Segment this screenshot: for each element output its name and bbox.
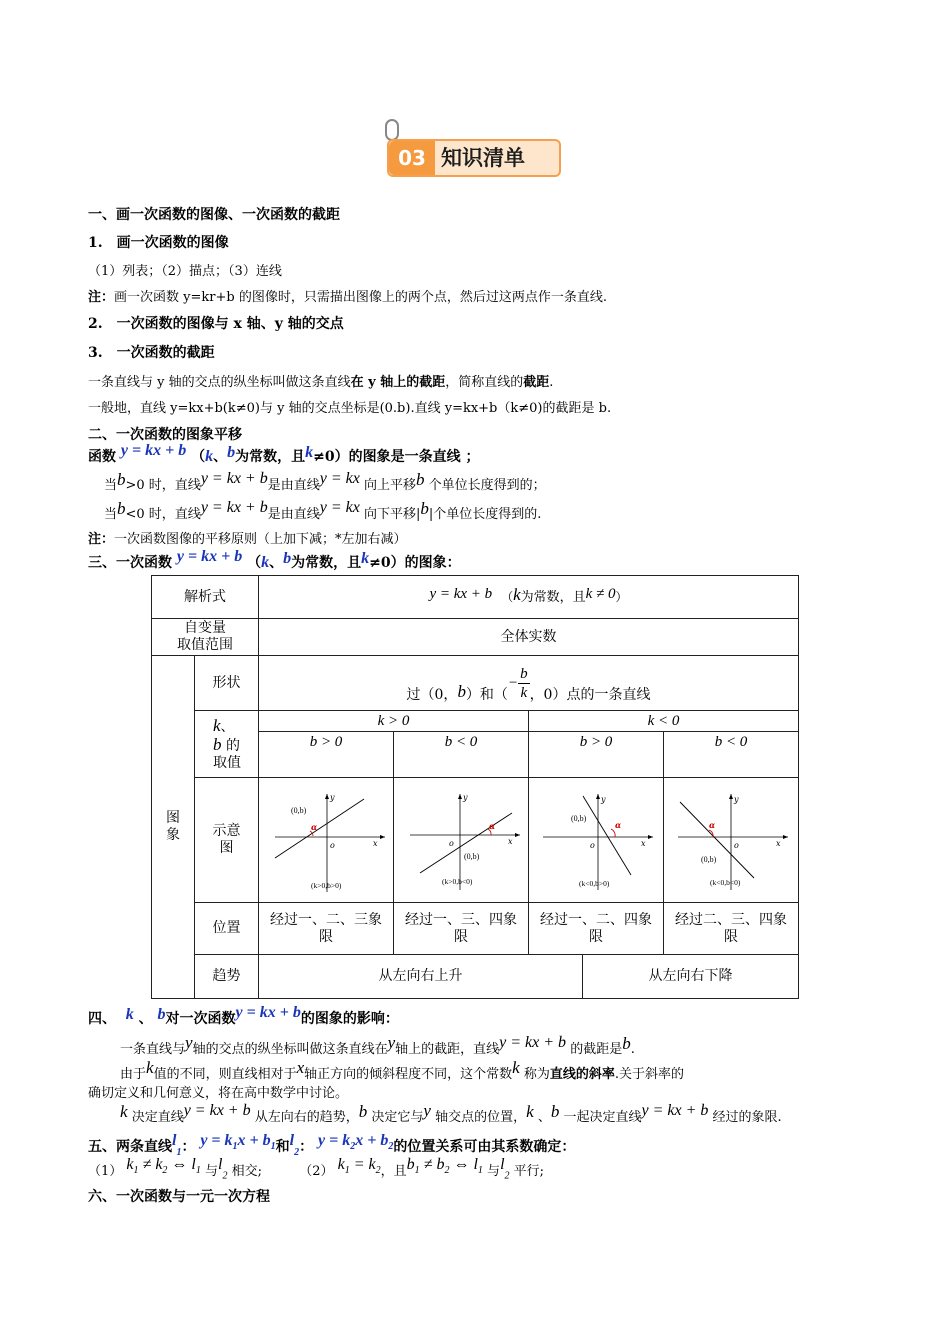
text: 图 [219, 840, 234, 856]
var-y: y [423, 1101, 431, 1120]
cell-position-2: 经过一、三、四象限 [393, 902, 529, 955]
cell-graph-4 [663, 777, 799, 903]
text: 、 [138, 1011, 153, 1027]
text: 值的不同，则直线相对于 [153, 1067, 297, 1082]
var-b: b [420, 499, 429, 518]
cell-trend-up: 从左向右上升 [258, 954, 583, 999]
text: |个单位长度得到的. [428, 507, 542, 522]
text: ）和（ [465, 686, 508, 703]
x-label: x [508, 837, 513, 846]
text: （2） [299, 1164, 334, 1179]
caption: (k<0,b<0) [710, 878, 741, 887]
text: ≠0）的图象： [369, 555, 461, 571]
s4-paragraph-3: 确切定义和几何意义，将在高中数学中讨论。 [88, 1086, 349, 1101]
subscript: 1 [414, 1165, 420, 1177]
equation: y = kx + b [176, 548, 243, 565]
text: 为常数，且 [291, 555, 362, 571]
kb-line-1 [213, 717, 235, 736]
var-b: b [457, 681, 466, 701]
equation: y = kx + b [429, 585, 493, 602]
eq-part: ≠ b [419, 1156, 445, 1173]
x-arrow-icon [380, 835, 385, 839]
condition: b > 0 [309, 734, 343, 750]
s6-heading: 六、一次函数与一元一次方程 [88, 1189, 270, 1205]
text: 为常数，且 [520, 589, 586, 605]
x-label: x [373, 839, 378, 848]
cell-k-positive [258, 710, 529, 732]
var-k: k [305, 444, 314, 461]
subscript: 2 [162, 1165, 168, 1177]
var-b: b [283, 550, 292, 567]
text: 象 [166, 827, 180, 843]
subscript: 1 [133, 1165, 139, 1177]
subscript: 1 [232, 1141, 238, 1153]
var-k: k [205, 448, 214, 465]
subscript: 1 [195, 1165, 201, 1177]
eq-part: k [126, 1156, 134, 1173]
subscript: 2 [222, 1170, 228, 1182]
y-label: y [330, 793, 335, 802]
text: 与 [205, 1164, 219, 1179]
caption: (k<0,b>0) [579, 879, 610, 888]
text: <0 时，直线 [125, 507, 201, 522]
text: 五、两条直线 [88, 1139, 172, 1155]
condition: k > 0 [377, 712, 410, 729]
text: （ [191, 449, 206, 465]
point-label: (0,b) [291, 806, 307, 815]
condition-3 [406, 1156, 483, 1177]
y-arrow-icon [729, 794, 733, 799]
text: >0 时，直线 [125, 478, 201, 493]
y-arrow-icon [325, 794, 329, 799]
text: 平行; [513, 1164, 545, 1179]
text: . [630, 1042, 635, 1057]
text: 取值范围 [177, 637, 233, 653]
condition: b < 0 [444, 734, 478, 750]
eq-part: x + b [237, 1132, 271, 1149]
origin-label: o [734, 841, 739, 850]
text: .关于斜率的 [614, 1067, 684, 1082]
cell-graph-1 [258, 777, 394, 903]
s4-paragraph-4 [120, 1101, 782, 1126]
s4-heading [88, 1004, 399, 1028]
var-k: k [513, 584, 521, 604]
fraction-body [518, 665, 530, 702]
origin-label: o [590, 841, 595, 850]
var-k: k [261, 554, 270, 571]
text: 从左向右的趋势， [254, 1110, 359, 1125]
var-b: b [117, 470, 126, 489]
subscript: 2 [350, 1141, 356, 1153]
cell-b-pos-2 [528, 731, 664, 778]
cell-formula-value [258, 575, 799, 619]
text: 是由直线 [267, 478, 320, 493]
var-b: b [117, 499, 126, 518]
text: 、 [537, 1110, 551, 1125]
s2-line-3 [104, 499, 542, 523]
banner-title: 知识清单 [441, 146, 525, 170]
subscript: 1 [176, 1146, 182, 1158]
text: ≠0）的图象是一条直线 ； [313, 449, 480, 465]
cell-image-label [151, 655, 195, 999]
cell-k-negative [528, 710, 799, 732]
point-label: (0,b) [571, 814, 587, 823]
text: 对一次函数 [165, 1011, 236, 1027]
y-label: y [463, 793, 468, 802]
x-label: x [776, 839, 781, 848]
eq-part: k [337, 1156, 345, 1173]
subscript: 2 [375, 1165, 381, 1177]
equation: y = kx + b [235, 1004, 301, 1021]
text: 一条直线与 y 轴的交点的纵坐标叫做这条直线 [88, 375, 351, 390]
s1-sub2: 2. 一次函数的图像与 x 轴、y 轴的交点 [88, 316, 344, 332]
point-label: (0,b) [701, 855, 717, 864]
subscript: 2 [504, 1170, 510, 1182]
eq-part: ≠ k [138, 1156, 163, 1173]
cell-b-pos-1 [258, 731, 394, 778]
s1-paragraph-2: 一般地，直线 y=kx+b(k≠0)与 y 轴的交点坐标是(0.b).直线 y=kx+b（k≠0)的截距是 b. [88, 401, 612, 416]
subscript: 2 [294, 1146, 300, 1158]
var-k: k [512, 1058, 520, 1077]
var-k: k [125, 1006, 134, 1023]
var-l: l [218, 1156, 223, 1173]
text: 由于 [120, 1067, 147, 1082]
equation: y = kx + b [499, 1034, 567, 1051]
text: 示意 [212, 823, 241, 839]
y-label: y [601, 795, 606, 804]
note-text: 一次函数图像的平移原则（上加下减；*左加右减） [114, 532, 407, 547]
note-label: 注： [88, 290, 115, 305]
var-b: b [213, 734, 222, 754]
var-l: l [191, 1156, 196, 1173]
equation-1 [200, 1132, 276, 1153]
alpha-label: α [709, 820, 716, 830]
subscript: 2 [444, 1165, 450, 1177]
text: 图 [166, 810, 180, 826]
cell-trend-down: 从左向右下降 [582, 954, 799, 999]
subscript: 1 [270, 1141, 276, 1153]
text: 的截距是 [570, 1042, 623, 1057]
text: 是由直线 [267, 507, 320, 522]
text: 函数 [88, 449, 116, 465]
s5-heading [88, 1132, 576, 1158]
alpha-label: α [489, 821, 496, 831]
text: 为常数，且 [235, 449, 306, 465]
text: 的图象的影响： [300, 1011, 399, 1027]
text: 一起决定直线 [563, 1110, 642, 1125]
denominator: k [520, 684, 528, 701]
banner-number: 03 [389, 141, 435, 175]
text: 、 [213, 449, 228, 465]
text: 与 [487, 1164, 501, 1179]
note-text: 画一次函数 y=kr+b 的图像时，只需描出图像上的两个点，然后过这两点作一条直线. [114, 290, 607, 305]
function-line [420, 813, 512, 873]
text: 的 [221, 737, 240, 754]
cell-shape-value [258, 655, 799, 711]
function-line [275, 799, 364, 858]
cell-graph-2 [393, 777, 529, 903]
point-label: (0,b) [464, 852, 480, 861]
bold-text: 截距 [523, 375, 550, 390]
var-l: l [172, 1132, 177, 1149]
x-arrow-icon [648, 835, 653, 839]
condition: b < 0 [714, 734, 748, 750]
text: 相交; [231, 1164, 263, 1179]
s2-note [88, 528, 407, 547]
text: 决定直线 [131, 1110, 184, 1125]
equation: k ≠ 0 [585, 585, 616, 602]
numerator: b [520, 665, 528, 682]
var-b: b [227, 444, 236, 461]
text: ，且 [380, 1164, 407, 1179]
cell-domain-label [151, 618, 259, 656]
eq-part: y = k [200, 1132, 233, 1149]
function-properties-table [151, 575, 799, 999]
alpha-label: α [615, 820, 622, 830]
eq-part: x + b [355, 1132, 389, 1149]
caption: (k>0,b<0) [442, 877, 473, 886]
text: 经过的象限. [712, 1110, 782, 1125]
text: 自变量 [184, 620, 226, 636]
cell-graph-3 [528, 777, 664, 903]
var-b: b [416, 470, 425, 489]
text: 当 [104, 478, 118, 493]
y-arrow-icon [458, 794, 462, 799]
s1-paragraph-1 [88, 371, 553, 390]
var-b: b [157, 1006, 166, 1023]
s2-line-1 [88, 442, 480, 466]
cell-trend-label: 趋势 [194, 954, 259, 999]
y-label: y [734, 795, 739, 804]
equation: y = kx + b [200, 499, 268, 516]
var-b: b [550, 1102, 560, 1121]
cell-position-1: 经过一、二、三象限 [258, 902, 394, 955]
text: 轴正方向的倾斜程度不同，这个常数 [304, 1067, 513, 1082]
s2-heading: 二、一次函数的图象平移 [88, 427, 242, 443]
s1-steps: （1）列表；（2）描点；（3）连线 [88, 264, 282, 279]
section-banner [383, 135, 565, 181]
equation: y = kx + b [200, 470, 268, 487]
text: 一条直线与 [120, 1042, 186, 1057]
text: 决定它与 [371, 1110, 424, 1125]
text: ： [299, 1139, 314, 1155]
text: ，0）点的一条直线 [529, 686, 651, 703]
condition-2 [337, 1156, 381, 1177]
text: ： [181, 1139, 196, 1155]
text: 向下平移| [363, 507, 421, 522]
bold-text: 在 y 轴上的截距 [350, 375, 446, 390]
var-k: k [146, 1058, 154, 1077]
origin-label: o [330, 841, 335, 850]
text: 轴的交点的纵坐标叫做这条直线在 [192, 1042, 388, 1057]
text: 四、 [88, 1011, 116, 1027]
cell-position-3: 经过一、二、四象限 [528, 902, 664, 955]
text: 三、一次函数 [88, 555, 172, 571]
text: 轴上的截距，直线 [395, 1042, 500, 1057]
subscript: 1 [344, 1165, 350, 1177]
cell-domain-value: 全体实数 [258, 618, 799, 656]
cell-kb-label [194, 710, 259, 778]
text: . [549, 375, 554, 390]
graph-k-neg-b-neg [666, 780, 796, 900]
var-l: l [289, 1132, 295, 1149]
cell-diagram-label [194, 777, 259, 903]
equation: y = kx [319, 470, 360, 487]
text: 当 [104, 507, 118, 522]
cell-b-neg-2 [663, 731, 799, 778]
text: 称为 [523, 1067, 550, 1082]
text: 轴交点的位置， [435, 1110, 527, 1125]
s1-sub1: 1. 画一次函数的图像 [88, 235, 229, 251]
var-b: b [358, 1102, 368, 1121]
text: 取值 [213, 754, 241, 771]
text: 的位置关系可由其系数确定： [393, 1139, 576, 1155]
text: ，简称直线的 [445, 375, 524, 390]
alpha-label: α [311, 822, 318, 832]
fraction [508, 665, 530, 702]
caption: (k>0,b>0) [311, 881, 342, 890]
cell-shape-label: 形状 [194, 655, 259, 711]
s1-heading: 一、画一次函数的图像、一次函数的截距 [88, 207, 340, 223]
equation: y = kx + b [641, 1102, 709, 1119]
function-line [583, 796, 631, 875]
graph-k-neg-b-pos [531, 780, 661, 900]
var-b: b [622, 1034, 631, 1053]
minus: − [507, 674, 519, 691]
var-k: k [213, 715, 221, 735]
condition-1 [126, 1156, 201, 1177]
condition: b > 0 [579, 734, 613, 750]
text: （ [501, 589, 514, 604]
y-arrow-icon [596, 794, 600, 799]
var-y: y [185, 1033, 193, 1052]
s2-line-2 [104, 470, 546, 494]
graph-k-pos-b-pos [261, 780, 391, 900]
var-k: k [361, 550, 370, 567]
text: （ [247, 555, 262, 571]
cell-position-4: 经过二、三、四象限 [663, 902, 799, 955]
equation: y = kx + b [120, 442, 187, 459]
text: 和 [275, 1139, 290, 1155]
var-k: k [526, 1102, 534, 1121]
text: 个单位长度得到的； [428, 478, 546, 493]
x-arrow-icon [515, 833, 520, 837]
s4-paragraph-1 [120, 1033, 635, 1058]
s1-note [88, 286, 607, 305]
cell-b-neg-1 [393, 731, 529, 778]
iff-symbol: ⇔ [449, 1156, 474, 1173]
text: ） [615, 589, 628, 604]
function-line [680, 802, 754, 878]
origin-label: o [449, 839, 454, 848]
iff-symbol: ⇔ [167, 1156, 192, 1173]
equation: y = kx + b [183, 1102, 251, 1119]
kb-line-2 [213, 736, 240, 755]
subscript: 1 [477, 1165, 483, 1177]
var-x: x [296, 1058, 305, 1077]
eq-part: y = k [318, 1132, 351, 1149]
angle-arc [611, 829, 615, 837]
s1-sub3: 3. 一次函数的截距 [88, 345, 215, 361]
graph-k-pos-b-neg [396, 780, 526, 900]
eq-part: b [406, 1156, 415, 1173]
equation-2 [318, 1132, 394, 1153]
var-y: y [387, 1033, 396, 1052]
equation: y = kx [319, 499, 360, 516]
text: 、 [220, 718, 235, 735]
cell-formula-label: 解析式 [151, 575, 259, 619]
x-arrow-icon [783, 835, 788, 839]
cell-position-label: 位置 [194, 902, 259, 955]
subscript: 2 [388, 1141, 394, 1153]
text: 向上平移 [363, 478, 416, 493]
var-l: l [500, 1156, 505, 1173]
text: 、 [269, 555, 284, 571]
s4-paragraph-2 [120, 1058, 684, 1083]
s3-heading [88, 548, 461, 572]
note-label: 注： [88, 532, 115, 547]
text: （1） [88, 1164, 123, 1179]
text: 过（0， [406, 686, 458, 703]
s5-conditions [88, 1156, 545, 1182]
condition: k < 0 [647, 712, 680, 729]
var-l: l [473, 1156, 478, 1173]
bold-text: 直线的斜率 [549, 1067, 615, 1082]
paperclip-icon [385, 119, 399, 141]
x-label: x [641, 839, 646, 848]
eq-part: = k [349, 1156, 376, 1173]
var-k: k [120, 1102, 128, 1121]
